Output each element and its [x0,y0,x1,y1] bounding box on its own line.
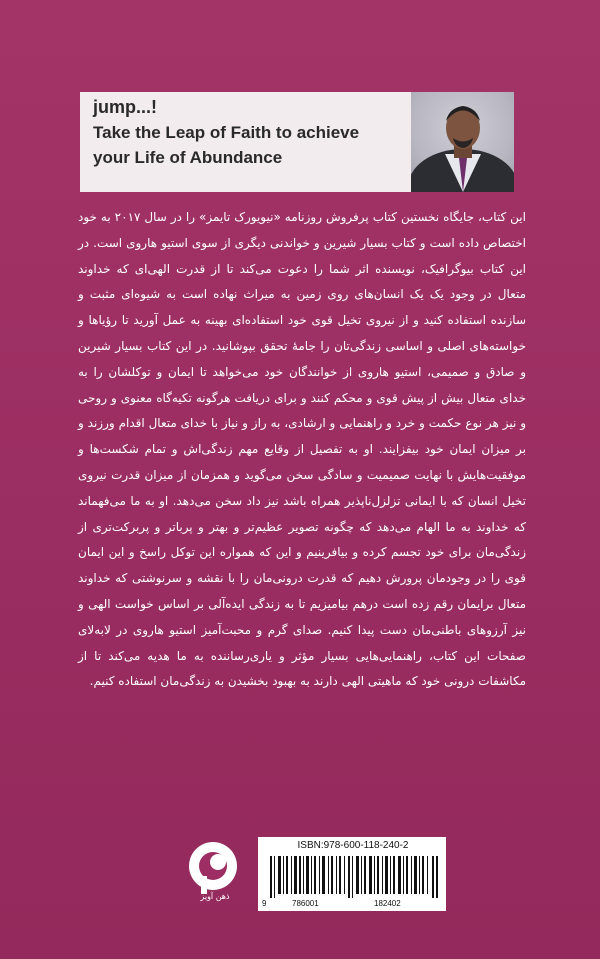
barcode-digits-group-2: 182402 [374,899,401,908]
headline-line-1: jump...! [93,97,157,117]
barcode-bars [270,856,438,898]
book-description: این کتاب، جایگاه نخستین کتاب پرفروش روزنامه «نیویورک تایمز» را در سال ۲۰۱۷ به خود اختصاص داده است و کتاب بسیار شیرین و خواندنی دیگری از سوی استیو هاروی است. در این کتاب بیوگرافیک، نویسنده اثر شما را دعوت می‌کند تا از قدرت الهی‌ای که خداوند متعال در وجود یک یک انسان‌های روی زمین به میراث نهاده است به شیوه‌ای مثبت و سازنده استفاده کنید و از نیروی تخیل قوی خود استفاده‌ای بهینه به عمل آورید تا رؤیاها و خواسته‌های اصلی و اساسی زندگی‌تان را جامهٔ تحقق بپوشانید. در این کتاب بسیار شیرین و صادق و صمیمی، استیو هاروی از خوانندگان خود می‌خواهد تا ایمان و توکلشان را به خدای متعال بیش از پیش قوی و محکم کنند و برای دریافت هرگونه تکیه‌گاه معنوی و روحی و نیز هر نوع حکمت و خرد و راهنمایی و ارشادی، به راز و نیاز با خدای متعال اقدام ورزند و بر میزان ایمان خود بیفزایند. او به تفصیل از وقایع مهم زندگی‌اش و تمام شکست‌ها و موفقیت‌هایش با نهایت صمیمیت و سادگی سخن می‌گوید و همزمان از میزان قدرت نیروی تخیل انسان که با ایمانی تزلزل‌ناپذیر همراه باشد نیز داد سخن می‌دهد. او به ما می‌فهماند که خداوند به ما الهام می‌دهد که چگونه تصویر عظیم‌تر و بهتر و پرباتر و پربرکت‌تری از زندگی‌مان برای خود تجسم کرده و بیافرینیم و این که همواره این توکل راسخ و این ایمان قوی را در وجودمان پرورش دهیم که قدرت درونی‌مان را با نقشه و سرنوشتی که خداوند متعال برایمان رقم زده است درهم بیامیزیم تا به زندگی ایده‌آلی بر اساس خواست الهی و نیز آرزوهای باطنی‌مان دست پیدا کنیم. صدای گرم و محبت‌آمیز استیو هاروی در لابه‌لای صفحات این کتاب، راهنمایی‌هایی بسیار مؤثر و یاری‌رساننده به ما هدیه می‌کند تا از مکاشفات درونی خود که ماهیتی الهی دارند به بهبود بخشیدن به زندگی‌مان استفاده کنیم. [78,210,526,689]
headline-line-3: your Life of Abundance [93,148,283,167]
publisher-logo [183,838,247,902]
barcode-digit-left: 9 [262,899,267,908]
headline [93,95,393,170]
publisher-logo-label: ذهن آویز [200,892,230,901]
author-photo [411,92,514,192]
headline-line-2: Take the Leap of Faith to achieve [93,123,360,142]
isbn-text: ISBN:978-600-118-240-2 [297,840,409,851]
barcode-digits-group-1: 786001 [292,899,319,908]
